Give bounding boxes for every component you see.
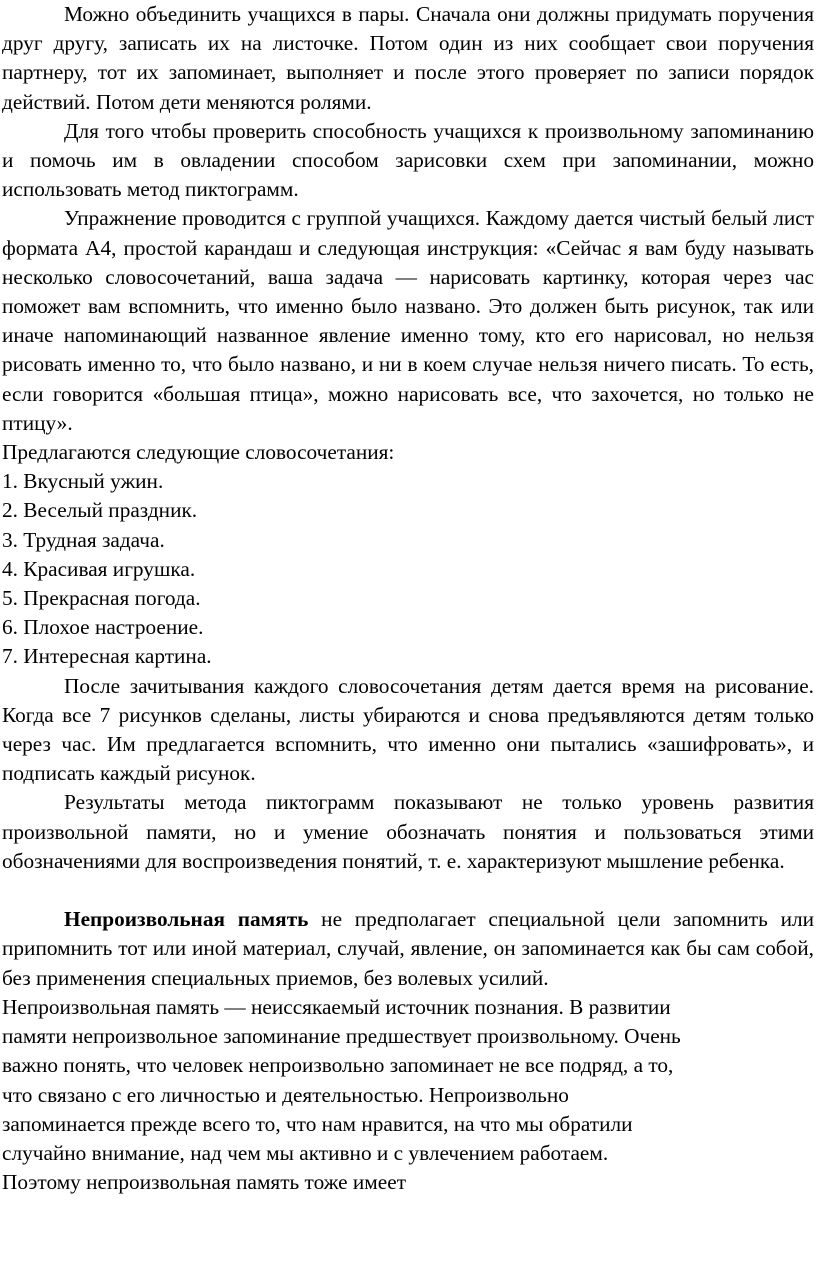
definition-text: не предполагает специальной цели запомнить или припомнить тот или иной материал, случай, явление, он запоминается как бы сам собой, без применения специальных приемов, без волевых усилий. [2,907,814,990]
paragraph-results: Результаты метода пиктограмм показывают не только уровень развития произвольной памяти, но и умение обозначать понятия и пользоваться этими обозначениями для воспроизведения понятий, т. е. характеризуют мышление ребенка. [2,790,814,873]
paragraph-pairs-exercise: Можно объединить учащихся в пары. Сначала они должны придумать поручения друг другу, записать их на листочке. Потом один из них сообщает свои поручения партнеру, тот их запоминает, выполняет и после этого проверяет по записи порядок действий. Потом дети меняются ролями. [2,2,814,114]
phrase-list [2,467,814,671]
text-line: случайно внимание, над чем мы активно и с увлечением работаем. [2,1140,609,1165]
list-item: 7. Интересная картина. [2,644,212,669]
text-line: Поэтому непроизвольная память тоже имеет [2,1170,406,1195]
document-page [2,0,814,1197]
list-item: 1. Вкусный ужин. [2,469,164,494]
term-involuntary-memory: Непроизвольная память [64,907,309,932]
list-item: 6. Плохое настроение. [2,615,204,640]
text-line: важно понять, что человек непроизвольно запоминает не все подряд, а то, [2,1053,674,1078]
text-line: что связано с его личностью и деятельностью. Непроизвольно [2,1082,569,1107]
paragraph-involuntary-memory-source [2,993,814,1197]
paragraph-after-reading: После зачитывания каждого словосочетания детям дается время на рисование. Когда все 7 рисунков сделаны, листы убираются и снова предъявляются детям только через час. Им предлагается вспомнить, что именно они пытались «зашифровать», и подписать каждый рисунок. [2,673,814,786]
blank-line [2,876,814,905]
text-line: запоминается прежде всего то, что нам нравится, на что мы обратили [2,1111,633,1136]
paragraph-exercise-instruction: Упражнение проводится с группой учащихся. Каждому дается чистый белый лист формата А4, простой карандаш и следующая инструкция: «Сейчас я вам буду называть несколько словосочетаний, ваша задача — нарисовать картинку, которая через час поможет вам вспомнить, что именно было названо. Это должен быть рисунок, так или иначе напоминающий названное явление именно тому, кто его нарисовал, но нельзя рисовать именно то, что было названо, и ни в коем случае нельзя ничего писать. То есть, если говорится «большая птица», можно нарисовать все, что захочется, но только не птицу». [2,206,814,435]
text-line: Непроизвольная память — неиссякаемый источник познания. В развитии [2,994,671,1019]
list-item: 5. Прекрасная погода. [2,586,201,611]
paragraph-involuntary-memory-definition [2,905,814,993]
text-line: памяти непроизвольное запоминание предшествует произвольному. Очень [2,1024,681,1049]
list-item: 2. Веселый праздник. [2,498,198,523]
list-item: 4. Красивая игрушка. [2,556,196,581]
list-item: 3. Трудная задача. [2,527,165,552]
paragraph-pictogram-intro: Для того чтобы проверить способность учащихся к произвольному запоминанию и помочь им в овладении способом зарисовки схем при запоминании, можно использовать метод пиктограмм. [2,118,814,202]
list-intro: Предлагаются следующие словосочетания: [2,440,395,465]
